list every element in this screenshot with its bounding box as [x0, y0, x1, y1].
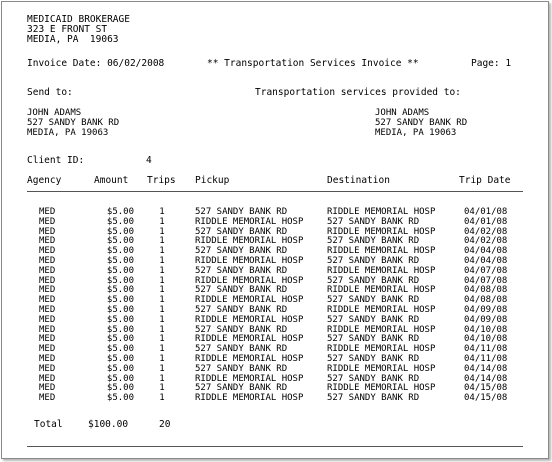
cell-amount: $5.00: [106, 334, 134, 345]
cell-agency: MED: [39, 373, 56, 384]
cell-destination: RIDDLE MEMORIAL HOSP: [327, 246, 436, 257]
cell-amount: $5.00: [106, 246, 134, 257]
cell-trips: 1: [159, 265, 165, 276]
provided-to-label: Transportation services provided to:: [255, 87, 461, 98]
cell-destination: RIDDLE MEMORIAL HOSP: [327, 265, 436, 276]
cell-trip-date: 04/01/08: [464, 216, 508, 227]
cell-destination: RIDDLE MEMORIAL HOSP: [327, 363, 436, 374]
cell-amount: $5.00: [106, 275, 134, 286]
cell-agency: MED: [39, 216, 56, 227]
cell-trip-date: 04/02/08: [464, 226, 508, 237]
cell-agency: MED: [39, 393, 56, 404]
cell-agency: MED: [39, 265, 56, 276]
col-header-agency: Agency: [27, 175, 62, 186]
cell-trips: 1: [159, 305, 165, 315]
cell-trips: 1: [159, 393, 165, 404]
cell-agency: MED: [39, 354, 56, 364]
cell-amount: $5.00: [106, 324, 134, 335]
cell-trip-date: 04/02/08: [464, 236, 508, 247]
cell-trips: 1: [159, 207, 165, 217]
total-trips: 20: [159, 419, 171, 430]
cell-trips: 1: [159, 256, 165, 266]
cell-agency: MED: [39, 314, 56, 325]
cell-trips: 1: [159, 236, 165, 247]
cell-destination: RIDDLE MEMORIAL HOSP: [327, 305, 436, 315]
cell-destination: 527 SANDY BANK RD: [327, 295, 420, 306]
col-header-destination: Destination: [327, 175, 390, 186]
cell-amount: $5.00: [106, 285, 134, 296]
cell-agency: MED: [39, 275, 56, 286]
cell-trips: 1: [159, 314, 165, 325]
company-city: MEDIA, PA 19063: [27, 34, 119, 45]
cell-destination: 527 SANDY BANK RD: [327, 314, 420, 325]
cell-trips: 1: [159, 285, 165, 296]
cell-amount: $5.00: [106, 207, 134, 217]
cell-trip-date: 04/01/08: [464, 207, 508, 217]
cell-destination: 527 SANDY BANK RD: [327, 354, 420, 364]
cell-trip-date: 04/07/08: [464, 275, 508, 286]
total-amount: $100.00: [88, 419, 129, 430]
cell-trips: 1: [159, 324, 165, 335]
cell-trip-date: 04/04/08: [464, 246, 508, 257]
cell-destination: RIDDLE MEMORIAL HOSP: [327, 207, 436, 217]
cell-agency: MED: [39, 344, 56, 355]
cell-trip-date: 04/08/08: [464, 295, 508, 306]
cell-destination: 527 SANDY BANK RD: [327, 216, 420, 227]
cell-pickup: RIDDLE MEMORIAL HOSP: [195, 393, 304, 404]
page-number: Page: 1: [471, 58, 512, 69]
footer-divider: [27, 446, 523, 447]
cell-destination: 527 SANDY BANK RD: [327, 393, 420, 404]
col-header-amount: Amount: [94, 175, 129, 186]
cell-pickup: 527 SANDY BANK RD: [195, 226, 288, 237]
total-label: Total: [34, 419, 63, 430]
cell-trip-date: 04/11/08: [464, 354, 508, 364]
cell-trips: 1: [159, 295, 165, 306]
cell-trip-date: 04/04/08: [464, 256, 508, 266]
cell-trip-date: 04/08/08: [464, 285, 508, 296]
cell-trip-date: 04/09/08: [464, 314, 508, 325]
cell-pickup: RIDDLE MEMORIAL HOSP: [195, 295, 304, 306]
invoice-window: [1, 1, 549, 459]
cell-agency: MED: [39, 207, 56, 217]
cell-destination: 527 SANDY BANK RD: [327, 334, 420, 345]
send-to-city: MEDIA, PA 19063: [27, 128, 109, 138]
cell-pickup: RIDDLE MEMORIAL HOSP: [195, 314, 304, 325]
cell-pickup: RIDDLE MEMORIAL HOSP: [195, 334, 304, 345]
cell-amount: $5.00: [106, 295, 134, 306]
invoice-title: ** Transportation Services Invoice **: [207, 58, 419, 69]
cell-pickup: 527 SANDY BANK RD: [195, 363, 288, 374]
cell-destination: 527 SANDY BANK RD: [327, 236, 420, 247]
cell-amount: $5.00: [106, 363, 134, 374]
cell-agency: MED: [39, 324, 56, 335]
cell-pickup: RIDDLE MEMORIAL HOSP: [195, 256, 304, 266]
cell-trip-date: 04/10/08: [464, 334, 508, 345]
cell-amount: $5.00: [106, 344, 134, 355]
cell-trip-date: 04/15/08: [464, 383, 508, 394]
cell-pickup: 527 SANDY BANK RD: [195, 265, 288, 276]
cell-amount: $5.00: [106, 256, 134, 266]
invoice-date: Invoice Date: 06/02/2008: [27, 58, 165, 69]
cell-trip-date: 04/15/08: [464, 393, 508, 404]
cell-amount: $5.00: [106, 305, 134, 315]
cell-trip-date: 04/14/08: [464, 363, 508, 374]
cell-amount: $5.00: [106, 314, 134, 325]
header-divider: [27, 191, 523, 192]
cell-trips: 1: [159, 226, 165, 237]
provided-to-city: MEDIA, PA 19063: [375, 128, 457, 138]
col-header-trips: Trips: [147, 175, 176, 186]
company-street: 323 E FRONT ST: [27, 24, 108, 35]
cell-pickup: 527 SANDY BANK RD: [195, 344, 288, 355]
cell-destination: RIDDLE MEMORIAL HOSP: [327, 226, 436, 237]
cell-trips: 1: [159, 334, 165, 345]
cell-agency: MED: [39, 334, 56, 345]
cell-amount: $5.00: [106, 226, 134, 237]
cell-destination: RIDDLE MEMORIAL HOSP: [327, 285, 436, 296]
cell-trips: 1: [159, 383, 165, 394]
col-header-trip-date: Trip Date: [459, 175, 511, 186]
cell-agency: MED: [39, 256, 56, 266]
cell-destination: 527 SANDY BANK RD: [327, 256, 420, 266]
cell-agency: MED: [39, 295, 56, 306]
cell-pickup: RIDDLE MEMORIAL HOSP: [195, 373, 304, 384]
cell-amount: $5.00: [106, 265, 134, 276]
cell-destination: RIDDLE MEMORIAL HOSP: [327, 383, 436, 394]
cell-destination: RIDDLE MEMORIAL HOSP: [327, 344, 436, 355]
cell-trips: 1: [159, 363, 165, 374]
cell-amount: $5.00: [106, 354, 134, 364]
cell-agency: MED: [39, 305, 56, 315]
cell-destination: 527 SANDY BANK RD: [327, 373, 420, 384]
send-to-street: 527 SANDY BANK RD: [27, 118, 120, 128]
cell-agency: MED: [39, 236, 56, 247]
cell-trips: 1: [159, 344, 165, 355]
provided-to-street: 527 SANDY BANK RD: [375, 118, 468, 128]
provided-to-name: JOHN ADAMS: [375, 108, 430, 118]
send-to-name: JOHN ADAMS: [27, 108, 82, 118]
cell-amount: $5.00: [106, 393, 134, 404]
cell-agency: MED: [39, 246, 56, 257]
cell-pickup: 527 SANDY BANK RD: [195, 246, 288, 257]
company-name: MEDICAID BROKERAGE: [27, 14, 130, 25]
client-id-label: Client ID:: [27, 155, 85, 166]
cell-trip-date: 04/10/08: [464, 324, 508, 335]
cell-amount: $5.00: [106, 383, 134, 394]
cell-pickup: 527 SANDY BANK RD: [195, 285, 288, 296]
cell-agency: MED: [39, 363, 56, 374]
send-to-label: Send to:: [27, 87, 73, 98]
cell-pickup: 527 SANDY BANK RD: [195, 305, 288, 315]
cell-agency: MED: [39, 226, 56, 237]
cell-pickup: 527 SANDY BANK RD: [195, 383, 288, 394]
cell-agency: MED: [39, 383, 56, 394]
cell-pickup: RIDDLE MEMORIAL HOSP: [195, 275, 304, 286]
cell-destination: RIDDLE MEMORIAL HOSP: [327, 324, 436, 335]
cell-pickup: RIDDLE MEMORIAL HOSP: [195, 354, 304, 364]
cell-trips: 1: [159, 354, 165, 364]
cell-amount: $5.00: [106, 373, 134, 384]
cell-trips: 1: [159, 246, 165, 257]
cell-trip-date: 04/11/08: [464, 344, 508, 355]
cell-trips: 1: [159, 373, 165, 384]
cell-trip-date: 04/07/08: [464, 265, 508, 276]
cell-trips: 1: [159, 216, 165, 227]
cell-destination: 527 SANDY BANK RD: [327, 275, 420, 286]
cell-pickup: RIDDLE MEMORIAL HOSP: [195, 236, 304, 247]
cell-amount: $5.00: [106, 216, 134, 227]
cell-pickup: 527 SANDY BANK RD: [195, 207, 288, 217]
cell-trip-date: 04/09/08: [464, 305, 508, 315]
cell-amount: $5.00: [106, 236, 134, 247]
cell-agency: MED: [39, 285, 56, 296]
client-id-value: 4: [146, 155, 152, 166]
cell-trips: 1: [159, 275, 165, 286]
cell-pickup: RIDDLE MEMORIAL HOSP: [195, 216, 304, 227]
col-header-pickup: Pickup: [195, 175, 230, 186]
cell-trip-date: 04/14/08: [464, 373, 508, 384]
cell-pickup: 527 SANDY BANK RD: [195, 324, 288, 335]
